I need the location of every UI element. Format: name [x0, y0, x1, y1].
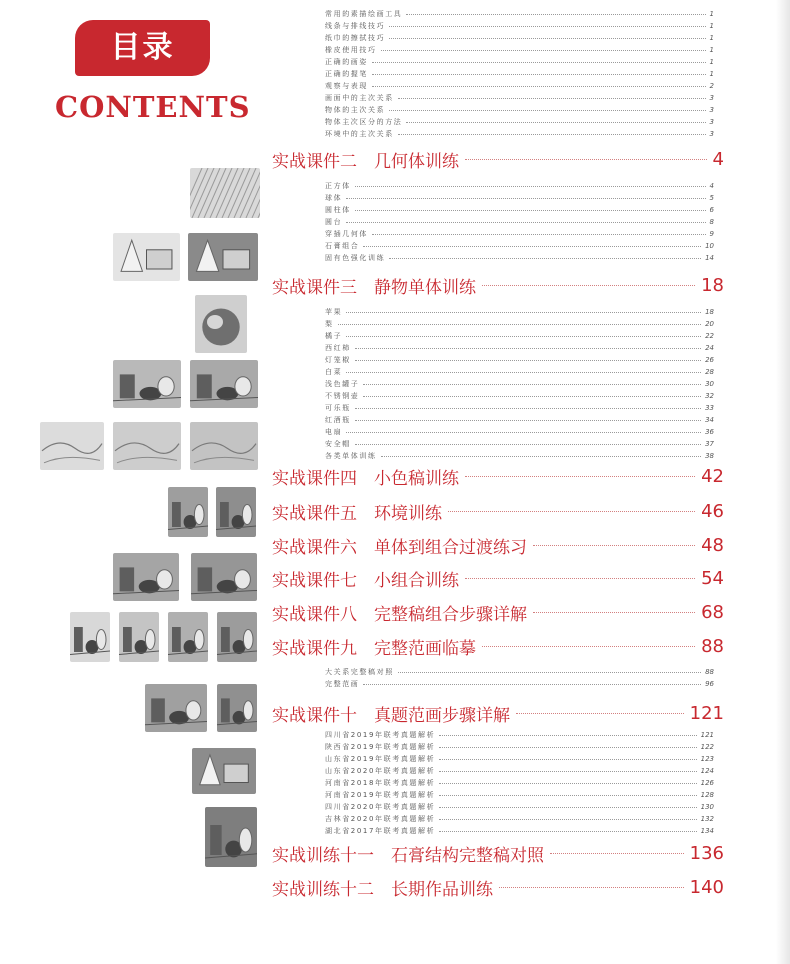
toc-chapter-page: 4: [712, 148, 724, 170]
toc-subitem-page: 8: [709, 218, 714, 226]
toc-subitem-page: 121: [700, 731, 714, 739]
toc-subitem-page: 132: [700, 815, 714, 823]
toc-subitem[interactable]: [325, 789, 714, 801]
dot-leader: [355, 408, 701, 409]
dot-leader: [363, 684, 701, 685]
toc-subitem[interactable]: [325, 216, 714, 228]
thumb-step-3: [168, 612, 208, 662]
toc-chapter-page: 18: [701, 274, 724, 296]
toc-subitem-title: 正方体: [325, 182, 351, 190]
dot-leader: [465, 159, 707, 160]
toc-subitem-title: 观察与表现: [325, 82, 368, 90]
dot-leader: [346, 222, 705, 223]
page-edge-shadow: [776, 0, 790, 964]
dot-leader: [381, 50, 706, 51]
toc-subitem[interactable]: [325, 330, 714, 342]
toc-chapter-title: 实战课件五 环境训练: [272, 503, 442, 524]
toc-subitem[interactable]: [325, 44, 714, 56]
dot-leader: [389, 258, 701, 259]
toc-subitem-page: 33: [705, 404, 714, 412]
toc-subitem-title: 梨: [325, 320, 334, 328]
toc-subitem-page: 24: [705, 344, 714, 352]
toc-subitem-page: 3: [709, 130, 714, 138]
dot-leader: [363, 396, 701, 397]
toc-chapter[interactable]: [272, 633, 724, 659]
toc-subitem-page: 6: [709, 206, 714, 214]
toc-subitem-title: 物体的主次关系: [325, 106, 386, 114]
toc-chapter[interactable]: [272, 874, 724, 900]
toc-subitem-title: 圆台: [325, 218, 343, 226]
toc-chapter-title: 实战训练十二 长期作品训练: [272, 879, 493, 900]
thumb-step-1: [70, 612, 110, 662]
toc-subitem-title: 浅色罐子: [325, 380, 360, 388]
toc-subitem[interactable]: [325, 765, 714, 777]
thumb-environment-1: [168, 487, 208, 537]
dot-leader: [398, 134, 706, 135]
toc-subitem-title: 橡皮使用技巧: [325, 46, 377, 54]
dot-leader: [346, 432, 701, 433]
dot-leader: [355, 348, 701, 349]
toc-subitem-page: 2: [709, 82, 714, 90]
toc-subitem-page: 22: [705, 332, 714, 340]
dot-leader: [406, 14, 705, 15]
toc-subitem[interactable]: [325, 128, 714, 140]
dot-leader: [398, 98, 706, 99]
dot-leader: [372, 74, 706, 75]
toc-chapter-page: 121: [689, 702, 724, 724]
toc-chapter-page: 136: [689, 842, 724, 864]
toc-subitem-page: 4: [709, 182, 714, 190]
toc-subitem[interactable]: [325, 80, 714, 92]
toc-subitem[interactable]: [325, 192, 714, 204]
thumb-cloth-sketch-3: [190, 422, 258, 470]
toc-subitem[interactable]: [325, 450, 714, 462]
toc-subitem-title: 电扇: [325, 428, 343, 436]
toc-subitem[interactable]: [325, 801, 714, 813]
toc-chapter-page: 54: [701, 567, 724, 589]
dot-leader: [346, 312, 701, 313]
dot-leader: [482, 285, 695, 286]
toc-subitem[interactable]: [325, 777, 714, 789]
toc-subitem[interactable]: [325, 68, 714, 80]
toc-subitem[interactable]: [325, 240, 714, 252]
dot-leader: [439, 759, 696, 760]
toc-chapter[interactable]: [272, 532, 724, 558]
dot-leader: [355, 420, 701, 421]
thumb-step-2: [119, 612, 159, 662]
toc-subitem-title: 大关系完整稿对照: [325, 668, 394, 676]
dot-leader: [363, 246, 701, 247]
toc-subitem-title: 纸巾的擦拭技巧: [325, 34, 386, 42]
toc-subitem-page: 1: [709, 10, 714, 18]
toc-subitem-page: 3: [709, 106, 714, 114]
toc-subitem-title: 河南省2018年联考真题解析: [325, 779, 436, 787]
toc-subitem-page: 32: [705, 392, 714, 400]
toc-subitem-page: 34: [705, 416, 714, 424]
toc-chapter[interactable]: [272, 463, 724, 489]
thumb-still-life-jar-1: [113, 360, 181, 408]
toc-subitem-title: 吉林省2020年联考真题解析: [325, 815, 436, 823]
toc-subitem-page: 123: [700, 755, 714, 763]
toc-chapter[interactable]: [272, 565, 724, 591]
dot-leader: [499, 887, 684, 888]
toc-subitem-page: 14: [705, 254, 714, 262]
dot-leader: [398, 672, 701, 673]
toc-chapter-title: 实战课件九 完整范画临摹: [272, 638, 476, 659]
toc-subitem[interactable]: [325, 426, 714, 438]
toc-subitem-title: 西红柿: [325, 344, 351, 352]
toc-subitem-page: 20: [705, 320, 714, 328]
toc-subitem-title: 湖北省2017年联考真题解析: [325, 827, 436, 835]
toc-subitem-page: 3: [709, 118, 714, 126]
dot-leader: [363, 384, 701, 385]
toc-subitem[interactable]: [325, 228, 714, 240]
toc-chapter-title: 实战训练十一 石膏结构完整稿对照: [272, 845, 544, 866]
toc-chapter-page: 68: [701, 601, 724, 623]
dot-leader: [439, 819, 696, 820]
toc-subitem[interactable]: [325, 378, 714, 390]
toc-subitem-page: 3: [709, 94, 714, 102]
toc-chapter[interactable]: [272, 599, 724, 625]
thumb-environment-2: [216, 487, 256, 537]
toc-subitem[interactable]: [325, 390, 714, 402]
toc-subitem-page: 128: [700, 791, 714, 799]
toc-subitem[interactable]: [325, 729, 714, 741]
toc-subitem-page: 37: [705, 440, 714, 448]
dot-leader: [355, 186, 706, 187]
toc-chapter[interactable]: [272, 272, 724, 298]
toc-subitem-title: 圆柱体: [325, 206, 351, 214]
toc-chapter-title: 实战课件十 真题范画步骤详解: [272, 705, 510, 726]
toc-chapter[interactable]: [272, 146, 724, 172]
dot-leader: [389, 38, 705, 39]
toc-subitem-page: 122: [700, 743, 714, 751]
thumb-hatching-lines: [190, 168, 260, 218]
toc-subitem-page: 28: [705, 368, 714, 376]
toc-subitem-page: 134: [700, 827, 714, 835]
thumb-transition-1: [113, 553, 179, 601]
toc-chapter-page: 140: [689, 876, 724, 898]
toc-chapter-page: 48: [701, 534, 724, 556]
toc-subitem-page: 130: [700, 803, 714, 811]
toc-chapter[interactable]: [272, 498, 724, 524]
dot-leader: [338, 324, 701, 325]
dot-leader: [389, 110, 705, 111]
toc-subitem-title: 可乐瓶: [325, 404, 351, 412]
toc-subitem-title: 河南省2019年联考真题解析: [325, 791, 436, 799]
toc-subitem-page: 38: [705, 452, 714, 460]
dot-leader: [439, 771, 696, 772]
toc-chapter-title: 实战课件八 完整稿组合步骤详解: [272, 604, 527, 625]
toc-subitem-title: 不锈钢壶: [325, 392, 360, 400]
toc-subitem-page: 96: [705, 680, 714, 688]
toc-subitem-page: 126: [700, 779, 714, 787]
dot-leader: [355, 444, 701, 445]
toc-subitem-title: 苹果: [325, 308, 343, 316]
toc-chapter-title: 实战课件六 单体到组合过渡练习: [272, 537, 527, 558]
toc-subitem[interactable]: [325, 180, 714, 192]
toc-subitem-title: 山东省2019年联考真题解析: [325, 755, 436, 763]
toc-subitem-title: 常用的素描绘画工具: [325, 10, 403, 18]
toc-subitem-title: 山东省2020年联考真题解析: [325, 767, 436, 775]
toc-subitem-title: 各类单体训练: [325, 452, 377, 460]
toc-subitem-page: 88: [705, 668, 714, 676]
toc-subitem[interactable]: [325, 252, 714, 264]
toc-subitem[interactable]: [325, 342, 714, 354]
toc-subitem[interactable]: [325, 56, 714, 68]
toc-subitem-title: 四川省2020年联考真题解析: [325, 803, 436, 811]
dot-leader: [439, 831, 696, 832]
thumb-still-life-jar-2: [190, 360, 258, 408]
thumb-geometric-plaster-dark: [188, 233, 258, 281]
toc-subitem-page: 1: [709, 46, 714, 54]
toc-subitem-title: 正确的画姿: [325, 58, 368, 66]
toc-subitem-title: 四川省2019年联考真题解析: [325, 731, 436, 739]
thumb-plaster-cube-star: [192, 748, 256, 794]
toc-chapter[interactable]: [272, 840, 724, 866]
toc-subitem[interactable]: [325, 104, 714, 116]
toc-subitem-title: 物体主次区分的方法: [325, 118, 403, 126]
toc-chapter-title: 实战课件二 几何体训练: [272, 151, 459, 172]
thumb-cloth-sketch-2: [113, 422, 181, 470]
toc-subitem[interactable]: [325, 318, 714, 330]
dot-leader: [372, 234, 706, 235]
dot-leader: [439, 783, 696, 784]
dot-leader: [465, 476, 695, 477]
toc-subitem-title: 穿插几何体: [325, 230, 368, 238]
toc-subitem[interactable]: [325, 438, 714, 450]
toc-subitem-title: 陕西省2019年联考真题解析: [325, 743, 436, 751]
toc-subitem-title: 完整范画: [325, 680, 360, 688]
toc-chapter[interactable]: [272, 700, 724, 726]
dot-leader: [406, 122, 705, 123]
toc-title-badge: [75, 20, 210, 76]
toc-subitem[interactable]: [325, 116, 714, 128]
toc-subitem-page: 18: [705, 308, 714, 316]
toc-title: 目录: [110, 30, 175, 65]
thumb-transition-2: [191, 553, 257, 601]
dot-leader: [439, 807, 696, 808]
thumb-step-4: [217, 612, 257, 662]
toc-subitem[interactable]: [325, 678, 714, 690]
toc-subitem[interactable]: [325, 204, 714, 216]
toc-subitem-page: 1: [709, 70, 714, 78]
toc-subitem-page: 1: [709, 22, 714, 30]
contents-heading: CONTENTS: [55, 90, 251, 124]
toc-subitem-title: 画面中的主次关系: [325, 94, 394, 102]
thumb-exam-1: [145, 684, 207, 732]
thumb-cloth-sketch-1: [40, 422, 104, 470]
toc-subitem-title: 线条与排线技巧: [325, 22, 386, 30]
dot-leader: [439, 795, 696, 796]
toc-chapter-title: 实战课件三 静物单体训练: [272, 277, 476, 298]
toc-subitem-title: 白菜: [325, 368, 343, 376]
toc-subitem-title: 球体: [325, 194, 343, 202]
toc-chapter-page: 42: [701, 465, 724, 487]
toc-subitem-title: 红酒瓶: [325, 416, 351, 424]
toc-subitem[interactable]: [325, 354, 714, 366]
toc-subitem-title: 灯笼椒: [325, 356, 351, 364]
toc-chapter-page: 46: [701, 500, 724, 522]
dot-leader: [346, 372, 701, 373]
toc-subitem[interactable]: [325, 8, 714, 20]
toc-subitem[interactable]: [325, 32, 714, 44]
dot-leader: [516, 713, 684, 714]
dot-leader: [533, 612, 695, 613]
dot-leader: [465, 578, 695, 579]
toc-subitem-page: 1: [709, 58, 714, 66]
toc-subitem[interactable]: [325, 402, 714, 414]
toc-chapter-page: 88: [701, 635, 724, 657]
toc-subitem[interactable]: [325, 741, 714, 753]
dot-leader: [355, 360, 701, 361]
dot-leader: [439, 735, 696, 736]
dot-leader: [533, 545, 695, 546]
toc-subitem-page: 30: [705, 380, 714, 388]
toc-subitem[interactable]: [325, 813, 714, 825]
toc-subitem[interactable]: [325, 753, 714, 765]
dot-leader: [346, 198, 705, 199]
dot-leader: [389, 26, 705, 27]
toc-subitem[interactable]: [325, 306, 714, 318]
toc-subitem-page: 1: [709, 34, 714, 42]
toc-subitem-title: 固有色强化训练: [325, 254, 386, 262]
thumb-apple: [195, 295, 247, 353]
thumb-geometric-plaster-light: [113, 233, 180, 281]
toc-subitem-page: 10: [705, 242, 714, 250]
toc-subitem[interactable]: [325, 666, 714, 678]
dot-leader: [355, 210, 706, 211]
toc-subitem-title: 环境中的主次关系: [325, 130, 394, 138]
toc-subitem-page: 9: [709, 230, 714, 238]
dot-leader: [448, 511, 695, 512]
toc-subitem-page: 5: [709, 194, 714, 202]
toc-subitem-page: 36: [705, 428, 714, 436]
toc-subitem-title: 正确的握笔: [325, 70, 368, 78]
toc-subitem[interactable]: [325, 20, 714, 32]
thumb-exam-2: [217, 684, 257, 732]
dot-leader: [439, 747, 696, 748]
toc-chapter-title: 实战课件四 小色稿训练: [272, 468, 459, 489]
dot-leader: [372, 62, 706, 63]
toc-subitem[interactable]: [325, 366, 714, 378]
dot-leader: [482, 646, 695, 647]
toc-chapter-title: 实战课件七 小组合训练: [272, 570, 459, 591]
dot-leader: [346, 336, 701, 337]
toc-subitem-title: 橘子: [325, 332, 343, 340]
thumb-long-term-work: [205, 807, 257, 867]
toc-subitem[interactable]: [325, 92, 714, 104]
toc-subitem-title: 石膏组合: [325, 242, 360, 250]
dot-leader: [381, 456, 701, 457]
toc-subitem[interactable]: [325, 414, 714, 426]
toc-subitem[interactable]: [325, 825, 714, 837]
toc-subitem-page: 124: [700, 767, 714, 775]
dot-leader: [372, 86, 706, 87]
toc-subitem-title: 安全帽: [325, 440, 351, 448]
toc-subitem-page: 26: [705, 356, 714, 364]
dot-leader: [550, 853, 684, 854]
